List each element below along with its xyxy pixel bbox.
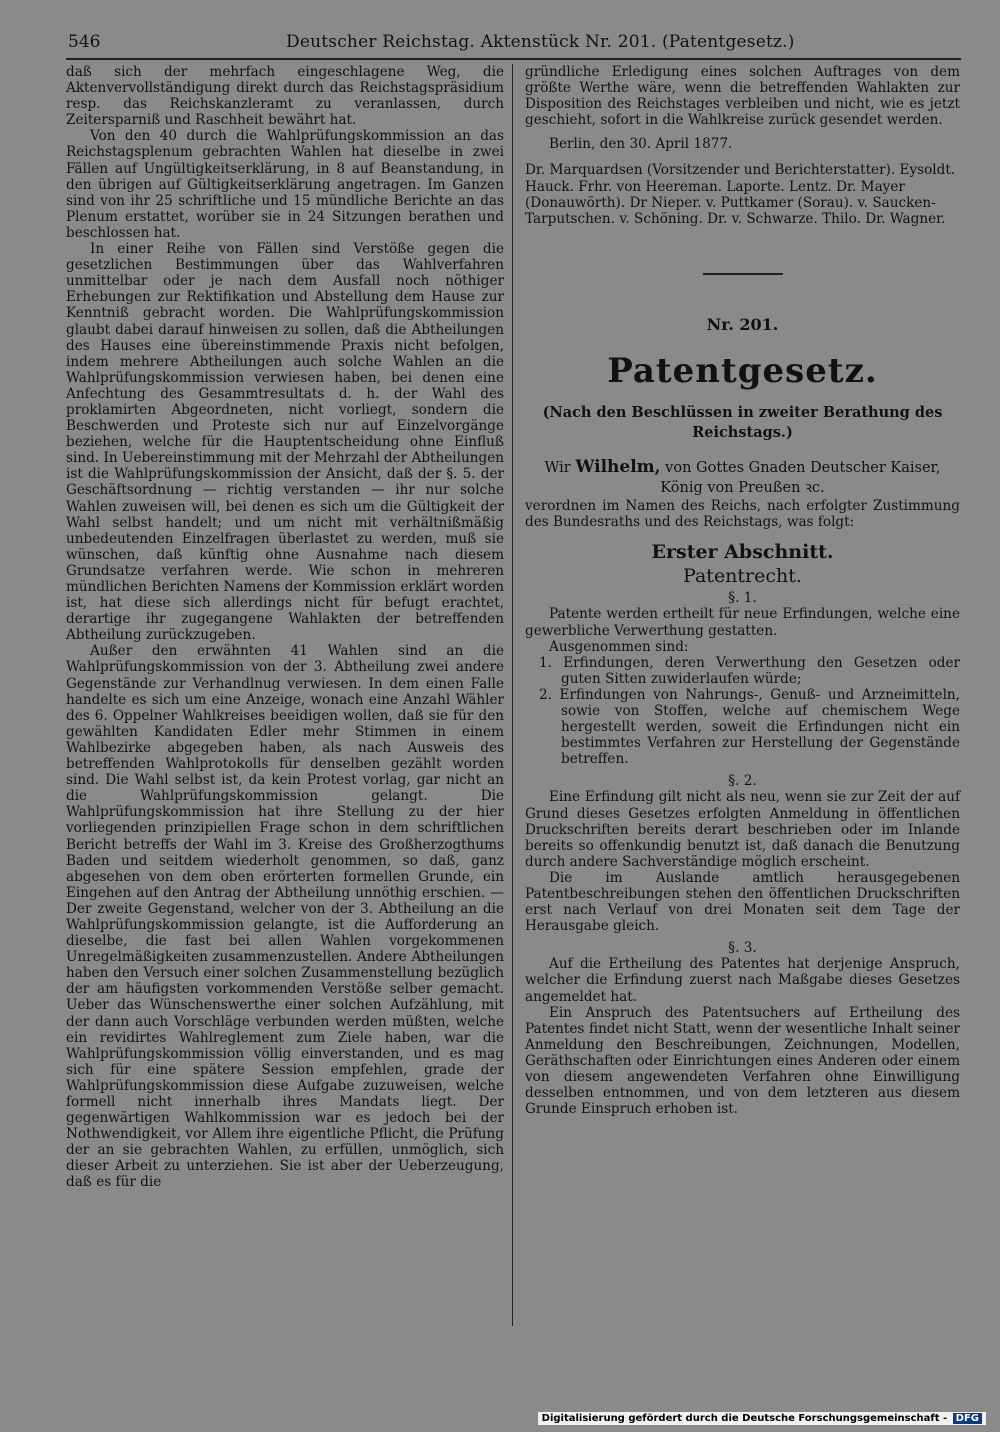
document-subtitle: (Nach den Beschlüssen in zweiter Berathung des Reichstags.) bbox=[542, 403, 943, 441]
section-heading: Erster Abschnitt. bbox=[651, 541, 834, 564]
paragraph: Außer den erwähnten 41 Wahlen sind an die Wahlprüfungskommission von der 3. Abtheilung zwei andere Gegenstände zur Verhandlnug verwiesen. In dem einen Falle handelte es sich um eine Anzeige, wonach eine Anzahl Wähler des 6. Oppelner Wahlkreises beeidigen wollen, daß sie für den gewählten Kandidaten Edler mehr Stimmen in einem Wahlbezirke abgegeben haben, als nach Ausweis des betreffenden Wahlprotokolls für denselben gezählt worden sind. Die Wahl selbst ist, da kein Protest vorlag, gar nicht an die Wahlprüfungskommission gelangt. Die Wahlprüfungskommission hat ihre Stellung zu der hier vorliegenden prinzipiellen Frage schon in dem schriftlichen Bericht betreffs der Wahl im 3. Kreise des Großherzogthums Baden und seitdem wiederholt genommen, so daß, ganz abgesehen von dem oben erörterten formellen Grunde, ein Eingehen auf den Antrag der Abtheilung unnöthig erschien. — Der zweite Gegenstand, welcher von der 3. Abtheilung an die Wahlprüfungskommission gelangte, ist die Aufforderung an dieselbe, die fast bei allen Wahlen vorgekommenen Unregelmäßigkeiten zusammenzustellen. Andere Abtheilungen haben den Versuch einer solchen Zusammenstellung bezüglich der am häufigsten vorkommenden Verstöße selber gemacht. Ueber das Wünschenswerthe einer solchen Aufzählung, mit der dann auch Vorschläge verbunden werden müßten, welche ein revidirtes Wahlreglement zum Ziele haben, war die Wahlprüfungskommission völlig einverstanden, und es mag sich für eine spätere Session empfehlen, grade der Wahlprüfungskommission diese Aufgabe zuzuweisen, welche formell nicht innerhalb ihres Mandats liegt. Der gegenwärtigen Wahlkommission war es jedoch bei der Nothwendigkeit, vor Allem ihre eigentliche Pflicht, die Prüfung der an sie gebrachten Wahlen, zu erfüllen, unmöglich, sich dieser Arbeit zu unterziehen. Sie ist aber der Ueberzeugung, daß es für die bbox=[66, 643, 504, 1191]
document-number: Nr. 201. bbox=[706, 314, 779, 334]
running-title: Deutscher Reichstag. Aktenstück Nr. 201. (Patentgesetz.) bbox=[286, 32, 795, 52]
preamble-rest: von Gottes Gnaden Deutscher Kaiser, König von Preußen ꝛc. bbox=[660, 459, 941, 496]
paragraph: Patente werden ertheilt für neue Erfindungen, welche eine gewerbliche Verwerthung gestatten. bbox=[525, 606, 960, 639]
date-line: Berlin, den 30. April 1877. bbox=[549, 136, 733, 153]
section-title: Patentrecht. bbox=[683, 565, 802, 588]
preamble-continuation: verordnen im Namen des Reichs, nach erfolgter Zustimmung des Bundesraths und des Reichstags, was folgt: bbox=[525, 497, 960, 531]
left-column bbox=[66, 64, 504, 1191]
paragraph: Auf die Ertheilung des Patentes hat derjenige Anspruch, welcher die Erfindung zuerst nach Maßgabe dieses Gesetzes angemeldet hat. bbox=[525, 956, 960, 1005]
dfg-logo: DFG bbox=[953, 1413, 982, 1424]
paragraph: gründliche Erledigung eines solchen Auftrages von dem größte Werthe wäre, wenn die betreffenden Wahlakten zur Disposition des Reichstages verbleiben und nicht, wie es jetzt geschieht, sofort in die Wahlkreise zurück gesendet werden. bbox=[525, 64, 960, 129]
paragraph-number: §. 3. bbox=[728, 940, 757, 957]
preamble-wir: Wir bbox=[544, 459, 571, 476]
paragraph: Die im Auslande amtlich herausgegebenen Patentbeschreibungen stehen den öffentlichen Druckschriften erst nach Verlauf von drei Monaten seit dem Tage der Herausgabe gleich. bbox=[525, 869, 960, 935]
paragraph: daß sich der mehrfach eingeschlagene Weg, die Aktenvervollständigung direkt durch das Reichstagspräsidium resp. das Reichskanzleramt zu veranlassen, durch Zeitersparniß und Raschheit bewährt hat. bbox=[66, 64, 504, 129]
document-title: Patentgesetz. bbox=[607, 350, 878, 391]
signatories: Dr. Marquardsen (Vorsitzender und Berichterstatter). Eysoldt. Hauck. Frhr. von Heereman. Laporte. Lentz. Dr. Mayer (Donauwörth). Dr Nieper. v. Puttkamer (Sorau). v. Saucken-Tarputschen. v. Schöning. Dr. v. Schwarze. Thilo. Dr. Wagner. bbox=[525, 162, 956, 227]
paragraph: In einer Reihe von Fällen sind Verstöße gegen die gesetzlichen Bestimmungen über das Wahlverfahren unmittelbar oder je nach dem Ausfall noch nöthiger Erhebungen zur Rektifikation und Abstellung dem Hause zur Kenntniß gebracht worden. Die Wahlprüfungskommission glaubt dabei darauf hinweisen zu sollen, daß die Abtheilungen des Hauses eine übereinstimmende Praxis nicht befolgen, indem mehrere Abtheilungen auch solche Wahlen an die Wahlprüfungskommission verwiesen haben, bei denen eine Anfechtung des Gesammtresultats d. h. der Wahl des proklamirten Abgeordneten, nicht vorliegt, sondern die Beschwerden und Proteste sich nur auf Einzelvorgänge beziehen, welche für die Hauptentscheidung ohne Einfluß sind. In Uebereinstimmung mit der Mehrzahl der Abtheilungen ist die Wahlprüfungskommission der Ansicht, daß der §. 5. der Geschäftsordnung — richtig verstanden — ihr nur solche Wahlen zuweisen will, bei denen es sich um die Gültigkeit der Wahl selbst handelt; und um nicht mit verhältnißmäßig unbedeutenden Einzelfragen überlastet zu werden, muß sie wünschen, daß künftig ohne Ausnahme nach diesem Grundsatze verfahren werde. Wie schon in mehreren mündlichen Berichten Namens der Kommission erklärt worden ist, hat diese sich allerdings nicht für befugt erachtet, derartige ihr zugegangene Wahlakten der betreffenden Abtheilung zurückzugeben. bbox=[66, 241, 504, 644]
column-rule bbox=[512, 64, 513, 1326]
paragraph-number: §. 2. bbox=[728, 773, 757, 790]
page-number: 546 bbox=[68, 32, 101, 52]
right-column bbox=[525, 64, 960, 1117]
section-divider bbox=[703, 273, 783, 275]
paragraph: Eine Erfindung gilt nicht als neu, wenn sie zur Zeit der auf Grund dieses Gesetzes erfolgten Anmeldung in öffentlichen Druckschriften bereits derart beschrieben oder im Inlande bereits so offenkundig benutzt ist, daß danach die Benutzung durch andere Sachverständige möglich erscheint. bbox=[525, 789, 960, 870]
paragraph: Von den 40 durch die Wahlprüfungskommission an das Reichstagsplenum gebrachten Wahlen hat dieselbe in zwei Fällen auf Ungültigkeitserklärung, in 8 auf Beanstandung, in den übrigen auf Gültigkeitserklärung angetragen. Im Ganzen sind von ihr 25 schriftliche und 15 mündliche Berichte an das Plenum erstattet, worüber sie in 24 Sitzungen berathen und beschlossen hat. bbox=[66, 128, 504, 241]
paragraph: Ausgenommen sind: bbox=[549, 638, 689, 655]
paragraph-number: §. 1. bbox=[728, 590, 757, 607]
list-item: 2. Erfindungen von Nahrungs-, Genuß- und Arzneimitteln, sowie von Stoffen, welche auf chemischem Wege hergestellt werden, soweit die Erfindungen nicht ein bestimmtes Verfahren zur Herstellung der Gegenstände betreffen. bbox=[539, 686, 960, 768]
page-header bbox=[68, 30, 958, 58]
preamble-name: Wilhelm, bbox=[575, 456, 661, 477]
header-rule bbox=[66, 58, 961, 60]
preamble bbox=[525, 457, 960, 498]
footer-text: Digitalisierung gefördert durch die Deutsche Forschungsgemeinschaft - bbox=[541, 1413, 948, 1424]
list-item: 1. Erfindungen, deren Verwerthung den Gesetzen oder guten Sitten zuwiderlaufen würde; bbox=[539, 654, 960, 687]
paragraph: Ein Anspruch des Patentsuchers auf Ertheilung des Patentes findet nicht Statt, wenn der wesentliche Inhalt seiner Anmeldung den Beschreibungen, Zeichnungen, Modellen, Geräthschaften oder Einrichtungen eines Anderen oder einem von diesem angewendeten Verfahren ohne Einwilligung desselben entnommen, und von dem letzteren aus diesem Grunde Einspruch erhoben ist. bbox=[525, 1004, 960, 1118]
funding-footer bbox=[538, 1412, 986, 1425]
